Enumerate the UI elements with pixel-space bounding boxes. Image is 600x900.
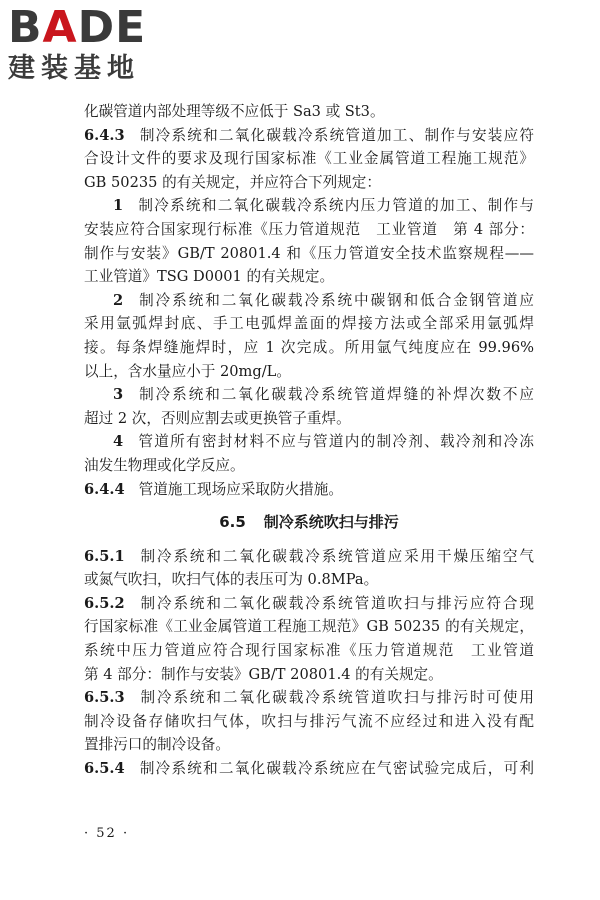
line-text: 或氮气吹扫，吹扫气体的表压可为 0.8MPa。	[84, 571, 379, 589]
line-text: 制冷系统和二氧化碳载冷系统管道吹扫与排污时可使用	[138, 689, 534, 707]
section-6-5-body	[84, 545, 534, 781]
item-number: 1	[113, 197, 124, 215]
line-text: 接。每条焊缝施焊时，应 1 次完成。所用氩气纯度应在 99.96%	[84, 338, 534, 356]
clause-number: 6.5.3	[84, 689, 125, 707]
text-line	[84, 757, 534, 781]
line-text: 合设计文件的要求及现行国家标准《工业金属管道工程施工规范》	[84, 150, 534, 168]
line-text: GB 50235 的有关规定，并应符合下列规定：	[84, 173, 381, 191]
line-text: 化碳管道内部处理等级不应低于 Sa3 或 St3。	[84, 103, 385, 120]
section-title: 制冷系统吹扫与排污	[263, 513, 399, 532]
text-line	[84, 568, 534, 592]
text-line	[84, 454, 534, 478]
text-line	[84, 242, 534, 266]
text-line	[84, 407, 534, 431]
text-line	[84, 100, 534, 124]
text-line	[84, 545, 534, 569]
brand-logo	[8, 2, 178, 92]
line-text: 管道施工现场应采取防火措施。	[138, 480, 343, 498]
text-line	[84, 663, 534, 687]
section-6-4-continuation	[84, 100, 534, 501]
text-line	[84, 336, 534, 360]
text-line	[84, 265, 534, 289]
clause-number: 6.5.1	[84, 547, 125, 565]
item-number: 2	[113, 291, 124, 309]
text-line	[84, 171, 534, 195]
line-text: 置排污口的制冷设备。	[84, 736, 230, 754]
line-text: 超过 2 次，否则应割去或更换管子重焊。	[84, 409, 351, 427]
section-number: 6.5	[219, 513, 246, 532]
text-line	[84, 289, 534, 313]
text-line	[84, 147, 534, 171]
line-text: 制冷系统和二氧化碳载冷系统管道加工、制作与安装应符	[138, 126, 534, 144]
document-body	[84, 100, 534, 781]
line-text: 系统中压力管道应符合现行国家标准《压力管道规范 工业管道	[84, 642, 534, 660]
clause-number: 6.5.2	[84, 594, 125, 612]
text-line	[84, 218, 534, 242]
section-heading	[84, 511, 534, 535]
text-line	[84, 383, 534, 407]
clause-number: 6.4.3	[84, 126, 125, 144]
line-text: 油发生物理或化学反应。	[84, 456, 245, 474]
line-text: 安装应符合国家现行标准《压力管道规范 工业管道 第 4 部分：	[84, 220, 534, 238]
line-text: 制冷系统和二氧化碳载冷系统内压力管道的加工、制作与	[137, 197, 534, 215]
text-line	[84, 639, 534, 663]
page-number: · 52 ·	[84, 826, 130, 841]
line-text: 第 4 部分：制作与安装》GB/T 20801.4 的有关规定。	[84, 665, 443, 683]
text-line	[84, 194, 534, 218]
text-line	[84, 733, 534, 757]
text-line	[84, 360, 534, 384]
text-line	[84, 592, 534, 616]
text-line	[84, 312, 534, 336]
text-line	[84, 710, 534, 734]
clause-number: 6.5.4	[84, 760, 125, 778]
logo-accent-letter: A	[42, 2, 78, 53]
item-number: 4	[113, 433, 124, 451]
line-text: 以上，含水量应小于 20mg/L。	[84, 362, 291, 380]
logo-wordmark: BADE	[8, 2, 147, 53]
line-text: 采用氩弧焊封底、手工电弧焊盖面的焊接方法或全部采用氩弧焊	[84, 315, 534, 333]
line-text: 制冷系统和二氧化碳载冷系统管道应采用干燥压缩空气	[138, 547, 534, 565]
clause-number: 6.4.4	[84, 480, 125, 498]
line-text: 制冷系统和二氧化碳载冷系统中碳钢和低合金钢管道应	[137, 291, 534, 309]
text-line	[84, 478, 534, 502]
line-text: 制冷设备存储吹扫气体，吹扫与排污气流不应经过和进入没有配	[84, 712, 534, 730]
line-text: 制作与安装》GB/T 20801.4 和《压力管道安全技术监察规程——	[84, 244, 534, 262]
line-text: 制冷系统和二氧化碳载冷系统管道吹扫与排污应符合现	[138, 594, 534, 612]
line-text: 制冷系统和二氧化碳载冷系统管道焊缝的补焊次数不应	[137, 386, 534, 404]
text-line	[84, 430, 534, 454]
text-line	[84, 124, 534, 148]
line-text: 制冷系统和二氧化碳载冷系统应在气密试验完成后，可利	[138, 760, 534, 778]
text-line	[84, 615, 534, 639]
line-text: 管道所有密封材料不应与管道内的制冷剂、载冷剂和冷冻	[137, 433, 534, 451]
line-text: 行国家标准《工业金属管道工程施工规范》GB 50235 的有关规定，	[84, 618, 534, 636]
logo-chinese-name: 建装基地	[8, 53, 140, 84]
text-line	[84, 686, 534, 710]
item-number: 3	[113, 386, 124, 404]
line-text: 工业管道》TSG D0001 的有关规定。	[84, 268, 335, 286]
